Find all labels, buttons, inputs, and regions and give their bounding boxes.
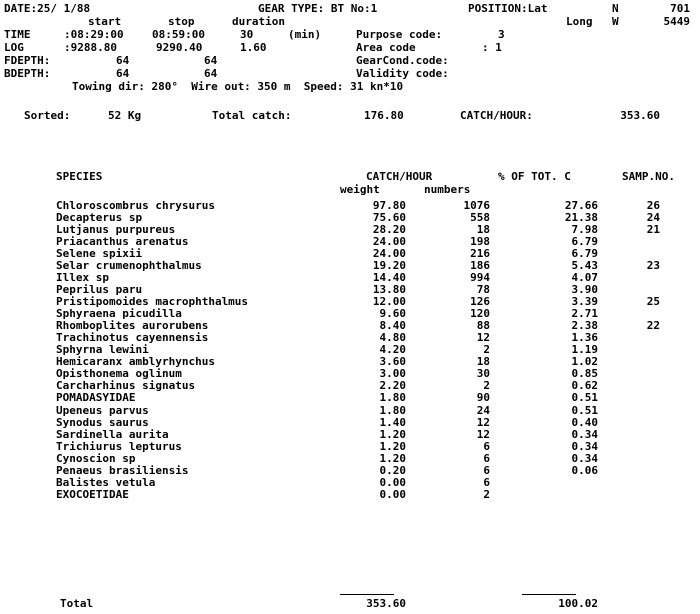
species-name: Decapterus sp [56,211,143,225]
col-stop: stop [168,15,195,28]
catch-numbers: 2 [483,343,490,357]
catch-numbers: 126 [470,295,490,309]
total-weight: 353.60 [366,597,406,610]
species-name: Balistes vetula [56,475,156,489]
catch-numbers: 6 [483,451,490,465]
position-label: POSITION:Lat [468,2,548,15]
species-header: SPECIES [56,170,103,183]
bdepth-label: BDEPTH: [4,67,51,80]
species-name: Hemicaranx amblyrhynchus [56,355,215,369]
species-name: Sphyrna lewini [56,343,149,357]
catch-weight: 4.20 [379,343,406,357]
catch-weight: 1.20 [379,451,406,465]
species-name: Rhomboplites aurorubens [56,319,209,333]
species-name: Penaeus brasiliensis [56,463,189,477]
sample-number: 22 [646,319,660,333]
catch-per-hour-value: 353.60 [620,109,660,122]
catch-numbers: 12 [476,415,490,429]
percent-of-total: 6.79 [571,235,598,249]
gear-type: GEAR TYPE: BT No:1 [258,2,378,15]
percent-of-total: 1.36 [571,331,598,345]
catch-numbers: 216 [470,247,490,261]
bdepth-start: 64 [116,67,130,80]
total-catch-label: Total catch: [212,109,292,122]
species-name: Selene spixii [56,247,143,261]
species-name: Peprilus paru [56,283,143,297]
percent-of-total: 6.79 [571,247,598,261]
catch-weight: 97.80 [372,199,406,212]
percent-total-rule [522,594,576,595]
area-code-label: Area code [356,41,416,54]
catch-weight: 0.00 [379,475,406,489]
total-label: Total [60,597,94,610]
catch-numbers: 198 [470,235,490,249]
catch-weight: 19.20 [372,259,406,273]
catch-numbers: 24 [476,403,490,417]
log-start: :9288.80 [64,41,117,54]
species-name: Lutjanus purpureus [56,223,176,237]
catch-numbers: 88 [476,319,490,333]
bdepth-stop: 64 [204,67,218,80]
long-label: Long [566,15,593,28]
species-name: Cynoscion sp [56,451,136,465]
percent-of-total: 3.90 [571,283,598,297]
time-label: TIME [4,28,31,41]
catch-numbers: 12 [476,331,490,345]
percent-of-total: 2.71 [571,307,598,321]
species-name: Illex sp [56,271,109,285]
catch-weight: 1.40 [379,415,406,429]
species-name: Sardinella aurita [56,427,169,441]
weight-total-rule [340,594,394,595]
col-start: start [88,15,122,28]
catch-weight: 1.20 [379,427,406,441]
log-label: LOG [4,41,24,54]
lat-value: 701 [670,2,690,15]
percent-of-total: 3.39 [571,295,598,309]
percent-of-total: 1.02 [571,355,598,369]
catch-weight: 0.00 [379,487,406,501]
lat-hemisphere: N [612,2,619,15]
percent-of-total: 7.98 [571,223,598,237]
sorted-label: Sorted: [24,109,71,122]
sample-number: 21 [646,223,660,237]
area-code-value: : 1 [482,41,502,54]
sample-number: 24 [646,211,660,225]
catch-numbers: 78 [476,283,490,297]
species-name: Pristipomoides macrophthalmus [56,295,249,309]
log-stop: 9290.40 [156,41,203,54]
catch-weight: 24.00 [372,235,406,249]
col-duration: duration [232,15,285,28]
catch-numbers: 30 [476,367,490,381]
catch-numbers: 18 [476,355,490,369]
percent-total-header: % OF TOT. C [498,170,571,183]
validity-code-label: Validity code: [356,67,449,80]
catch-numbers: 6 [483,439,490,453]
percent-of-total: 21.38 [564,211,598,225]
species-name: Chloroscombrus chrysurus [56,199,215,212]
sample-number: 25 [646,295,660,309]
fdepth-start: 64 [116,54,130,67]
catch-weight: 13.80 [372,283,406,297]
species-name: Upeneus parvus [56,403,149,417]
purpose-code-value: 3 [498,28,505,41]
total-percent: 100.02 [558,597,598,610]
catch-weight: 4.80 [379,331,406,345]
species-name: Selar crumenophthalmus [56,259,202,273]
percent-of-total: 0.40 [571,415,598,429]
species-name: Sphyraena picudilla [56,307,182,321]
species-name: Opisthonema oglinum [56,367,182,381]
sorted-value: 52 Kg [108,109,142,122]
species-name: Carcharhinus signatus [56,379,196,393]
catch-weight: 1.20 [379,439,406,453]
sample-number: 23 [646,259,660,273]
catch-weight: 1.80 [379,403,406,417]
catch-hour-header: CATCH/HOUR [366,170,433,183]
catch-numbers: 18 [476,223,490,237]
catch-numbers: 186 [470,259,490,273]
sample-number: 26 [646,199,660,212]
time-start: :08:29:00 [64,28,124,41]
species-name: Synodus saurus [56,415,149,429]
catch-per-hour-label: CATCH/HOUR: [460,109,533,122]
species-name: EXOCOETIDAE [56,487,129,501]
species-name: POMADASYIDAE [56,391,136,405]
catch-numbers: 2 [483,487,490,501]
numbers-subheader: numbers [424,183,471,196]
towing-info: Towing dir: 280° Wire out: 350 m Speed: 31 kn*10 [72,80,404,93]
time-unit: (min) [288,28,322,41]
percent-of-total: 0.06 [571,463,598,477]
percent-of-total: 0.85 [571,367,598,381]
fdepth-label: FDEPTH: [4,54,51,67]
species-name: Trichiurus lepturus [56,439,182,453]
sample-number-header: SAMP.NO. [622,170,675,183]
fdepth-stop: 64 [204,54,218,67]
catch-weight: 14.40 [372,271,406,285]
percent-of-total: 2.38 [571,319,598,333]
catch-numbers: 994 [470,271,490,285]
species-name: Trachinotus cayennensis [56,331,209,345]
catch-weight: 3.60 [379,355,406,369]
percent-of-total: 0.51 [571,403,598,417]
catch-weight: 1.80 [379,391,406,405]
percent-of-total: 1.19 [571,343,598,357]
catch-numbers: 1076 [463,199,490,212]
total-catch-value: 176.80 [364,109,404,122]
time-stop: 08:59:00 [152,28,205,41]
percent-of-total: 0.51 [571,391,598,405]
log-duration: 1.60 [240,41,267,54]
long-hemisphere: W [612,15,619,28]
catch-weight: 8.40 [379,319,406,333]
catch-numbers: 120 [470,307,490,321]
percent-of-total: 0.34 [571,427,598,441]
percent-of-total: 4.07 [571,271,598,285]
catch-numbers: 2 [483,379,490,393]
catch-weight: 28.20 [372,223,406,237]
purpose-code-label: Purpose code: [356,28,443,41]
weight-subheader: weight [340,183,380,196]
percent-of-total: 27.66 [564,199,598,212]
catch-numbers: 6 [483,475,490,489]
catch-weight: 2.20 [379,379,406,393]
catch-weight: 3.00 [379,367,406,381]
catch-weight: 0.20 [379,463,406,477]
percent-of-total: 0.34 [571,439,598,453]
percent-of-total: 5.43 [571,259,598,273]
catch-numbers: 6 [483,463,490,477]
time-duration: 30 [240,28,254,41]
catch-numbers: 90 [476,391,490,405]
date: DATE:25/ 1/88 [4,2,91,15]
catch-numbers: 12 [476,427,490,441]
gearcond-code-label: GearCond.code: [356,54,449,67]
catch-weight: 12.00 [372,295,406,309]
catch-weight: 9.60 [379,307,406,321]
percent-of-total: 0.62 [571,379,598,393]
catch-weight: 24.00 [372,247,406,261]
percent-of-total: 0.34 [571,451,598,465]
catch-numbers: 558 [470,211,490,225]
long-value: 5449 [663,15,690,28]
species-name: Priacanthus arenatus [56,235,189,249]
catch-weight: 75.60 [372,211,406,225]
